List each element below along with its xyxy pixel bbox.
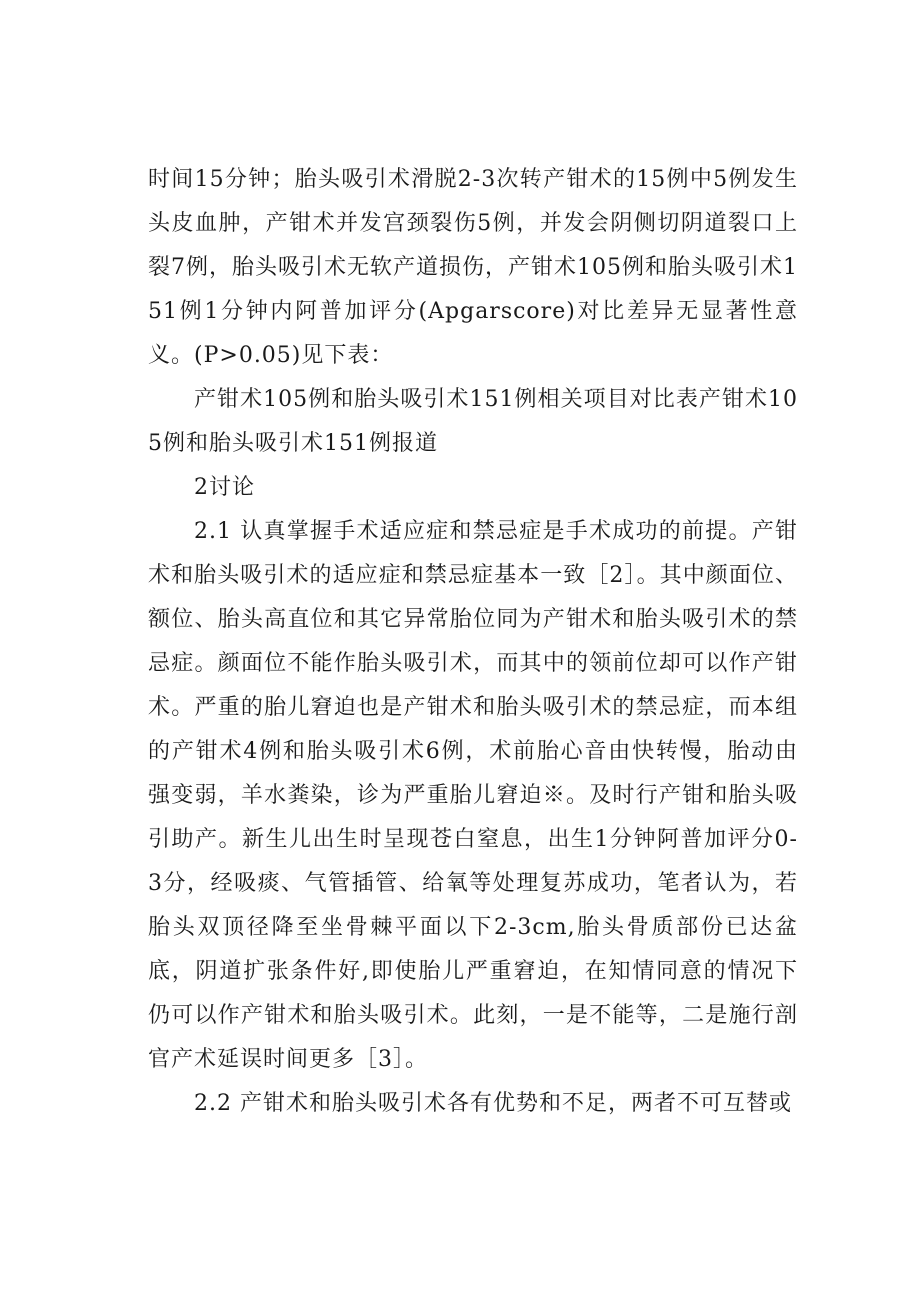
paragraph-section-2-1: 2.1 认真掌握手术适应症和禁忌症是手术成功的前提。产钳术和胎头吸引术的适应症和禁忌症基本一致［2］。其中颜面位、额位、胎头高直位和其它异常胎位同为产钳术和胎头吸引术的禁忌症。颜面位不能作胎头吸引术，而其中的领前位却可以作产钳术。严重的胎儿窘迫也是产钳术和胎头吸引术的禁忌症，而本组的产钳术4例和胎头吸引术6例，术前胎心音由快转慢，胎动由强变弱，羊水粪染，诊为严重胎儿窘迫※。及时行产钳和胎头吸引助产。新生儿出生时呈现苍白窒息，出生1分钟阿普加评分0-3分，经吸痰、气管插管、给氧等处理复苏成功，笔者认为，若胎头双顶径降至坐骨棘平面以下2-3cm,胎头骨质部份已达盆底，阴道扩张条件好,即使胎儿严重窘迫，在知情同意的情况下仍可以作产钳术和胎头吸引术。此刻，一是不能等，二是施行剖官产术延误时间更多［3］。 [148, 519, 798, 1072]
paragraph-section-2-2: 2.2 产钳术和胎头吸引术各有优势和不足，两者不可互替或 [194, 1091, 792, 1116]
paragraph-table-caption: 产钳术105例和胎头吸引术151例相关项目对比表产钳术105例和胎头吸引术151例报道 [148, 387, 798, 456]
body-text [148, 158, 798, 1126]
paragraph-results-continued: 时间15分钟；胎头吸引术滑脱2-3次转产钳术的15例中5例发生头皮血肿，产钳术并发宫颈裂伤5例，并发会阴侧切阴道裂口上裂7例，胎头吸引术无软产道损伤，产钳术105例和胎头吸引术151例1分钟内阿普加评分(Apgarscore)对比差异无显著性意义。(P>0.05)见下表： [148, 167, 798, 368]
section-heading-discussion: 2讨论 [194, 475, 255, 500]
